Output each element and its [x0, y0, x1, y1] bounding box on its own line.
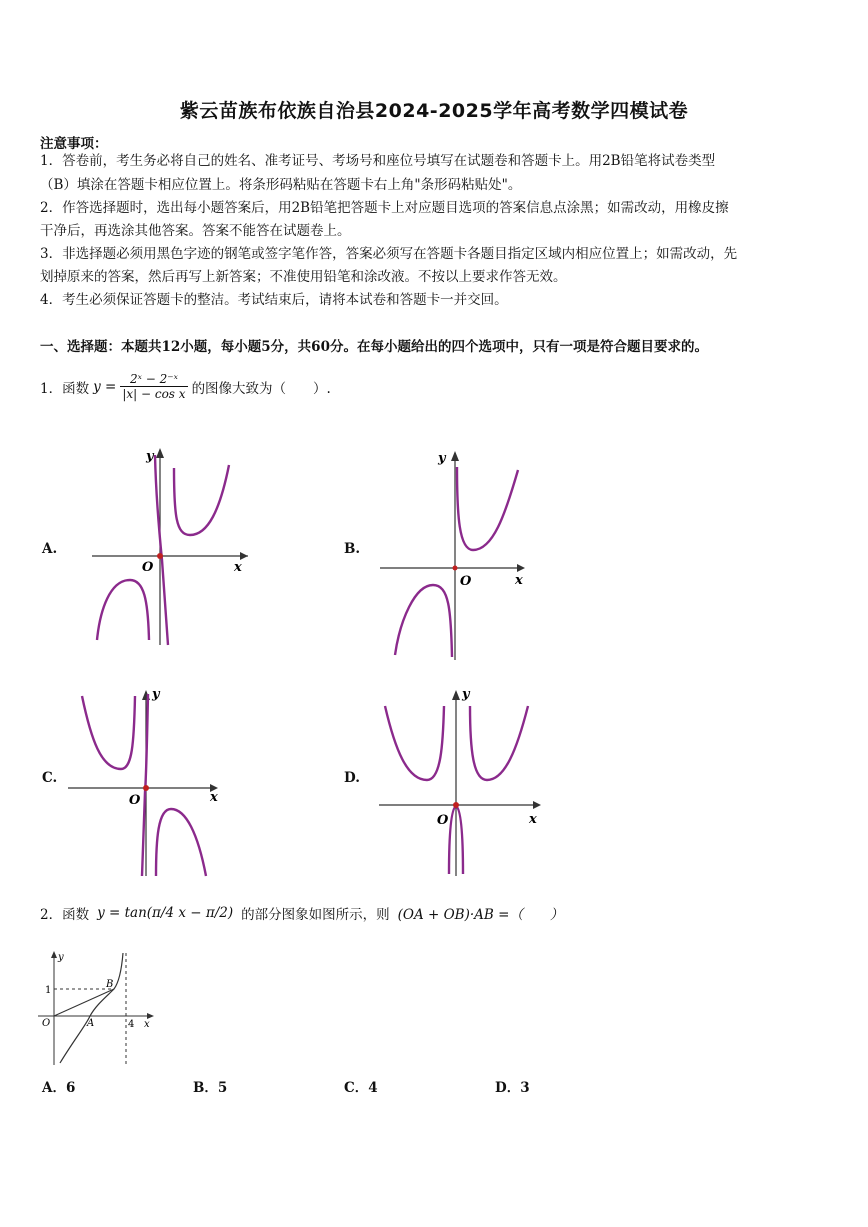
notes-heading: 注意事项：	[40, 136, 108, 152]
curve-left	[395, 585, 452, 657]
note-line: 干净后，再选涂其他答案。答案不能答在试题卷上。	[40, 223, 351, 239]
curve-right	[470, 706, 528, 780]
curve-left	[385, 706, 444, 780]
x-arrow-icon	[533, 801, 541, 809]
x-arrow-icon	[240, 552, 248, 560]
option-d-label: D.	[344, 770, 360, 786]
curve-center	[155, 455, 168, 645]
origin-dot	[143, 785, 149, 791]
q2-middle: 的部分图象如图所示，则	[241, 907, 390, 923]
x-label: x	[515, 573, 523, 588]
origin-label: O	[42, 1018, 51, 1029]
option-b-label: B.	[344, 541, 361, 557]
answer-a: A．6	[42, 1080, 76, 1096]
note-line: （B）填涂在答题卡相应位置上。将条形码粘贴在答题卡右上角"条形码粘贴处"。	[40, 177, 522, 193]
tick-one: 1	[45, 985, 52, 996]
option-a-label: A.	[42, 541, 58, 557]
q1-prefix: 1．函数	[40, 380, 90, 397]
q1-fraction	[120, 372, 187, 401]
origin-dot	[453, 802, 459, 808]
tan-curve	[60, 953, 123, 1063]
answer-b: B．5	[193, 1080, 228, 1096]
origin-label: O	[142, 560, 154, 575]
origin-label: O	[460, 574, 472, 589]
curve-center	[142, 694, 148, 876]
x-label: x	[210, 790, 218, 805]
note-line: 1．答卷前，考生务必将自己的姓名、准考证号、考场号和座位号填写在试题卷和答题卡上。用2B铅笔将试卷类型	[40, 153, 716, 169]
q1-denominator: |x| − cos x	[122, 387, 186, 401]
y-label: y	[438, 451, 446, 466]
graph-d	[375, 684, 547, 880]
note-line: 2．作答选择题时，选出每小题答案后，用2B铅笔把答题卡上对应题目选项的答案信息点涂黑；如需改动，用橡皮擦	[40, 200, 729, 216]
question-2	[40, 903, 563, 923]
origin-dot	[453, 566, 458, 571]
page-title: 紫云苗族布依族自治县2024-2025学年高考数学四模试卷	[179, 100, 689, 122]
point-b-label: B	[106, 979, 114, 990]
answer-d: D．3	[495, 1080, 530, 1096]
note-line: 划掉原来的答案，然后再写上新答案；不准使用铅笔和涂改液。不按以上要求作答无效。	[40, 269, 567, 285]
q2-prefix: 2．函数	[40, 907, 90, 923]
answer-c: C．4	[344, 1080, 378, 1096]
graph-b	[375, 445, 535, 665]
y-label: y	[58, 952, 64, 963]
q2-graph	[34, 945, 164, 1070]
question-1	[40, 372, 331, 401]
q1-numerator: 2ˣ − 2⁻ˣ	[120, 372, 187, 387]
x-arrow-icon	[517, 564, 525, 572]
graph-c	[66, 684, 226, 880]
y-label: y	[462, 687, 470, 702]
origin-label: O	[129, 793, 141, 808]
q2-function: y = tan(π/4 x − π/2)	[97, 905, 234, 921]
curve-left	[97, 580, 149, 640]
note-line: 4．考生必须保证答题卡的整洁。考试结束后，请将本试卷和答题卡一并交回。	[40, 292, 508, 308]
y-arrow-icon	[156, 448, 164, 458]
q1-suffix: 的图像大致为（ ）.	[191, 380, 331, 397]
origin-label: O	[437, 813, 449, 828]
note-line: 3．非选择题必须用黑色字迹的钢笔或签字笔作答，答案必须写在答题卡各题目指定区域内相应位置上；如需改动，先	[40, 246, 738, 262]
x-label: x	[144, 1019, 150, 1030]
x-label: x	[234, 560, 242, 575]
y-arrow-icon	[51, 951, 57, 958]
section-heading: 一、选择题：本题共12小题，每小题5分，共60分。在每小题给出的四个选项中，只有一项是符合题目要求的。	[40, 339, 708, 355]
origin-dot	[157, 553, 163, 559]
y-arrow-icon	[451, 451, 459, 461]
curve-left	[82, 696, 135, 769]
y-arrow-icon	[452, 690, 460, 700]
option-c-label: C.	[42, 770, 58, 786]
segment-ob	[54, 989, 114, 1016]
point-a-label: A	[87, 1018, 95, 1029]
graph-a	[80, 440, 260, 655]
q1-y-eq: y =	[93, 378, 117, 395]
y-label: y	[152, 687, 160, 702]
q2-expression: (OA + OB)·AB =（ ）	[397, 907, 564, 923]
y-label: y	[146, 449, 154, 464]
tick-four: 4	[128, 1019, 135, 1030]
curve-right	[174, 465, 229, 535]
curve-right	[156, 809, 206, 876]
curve-right	[457, 467, 518, 550]
x-label: x	[529, 812, 537, 827]
